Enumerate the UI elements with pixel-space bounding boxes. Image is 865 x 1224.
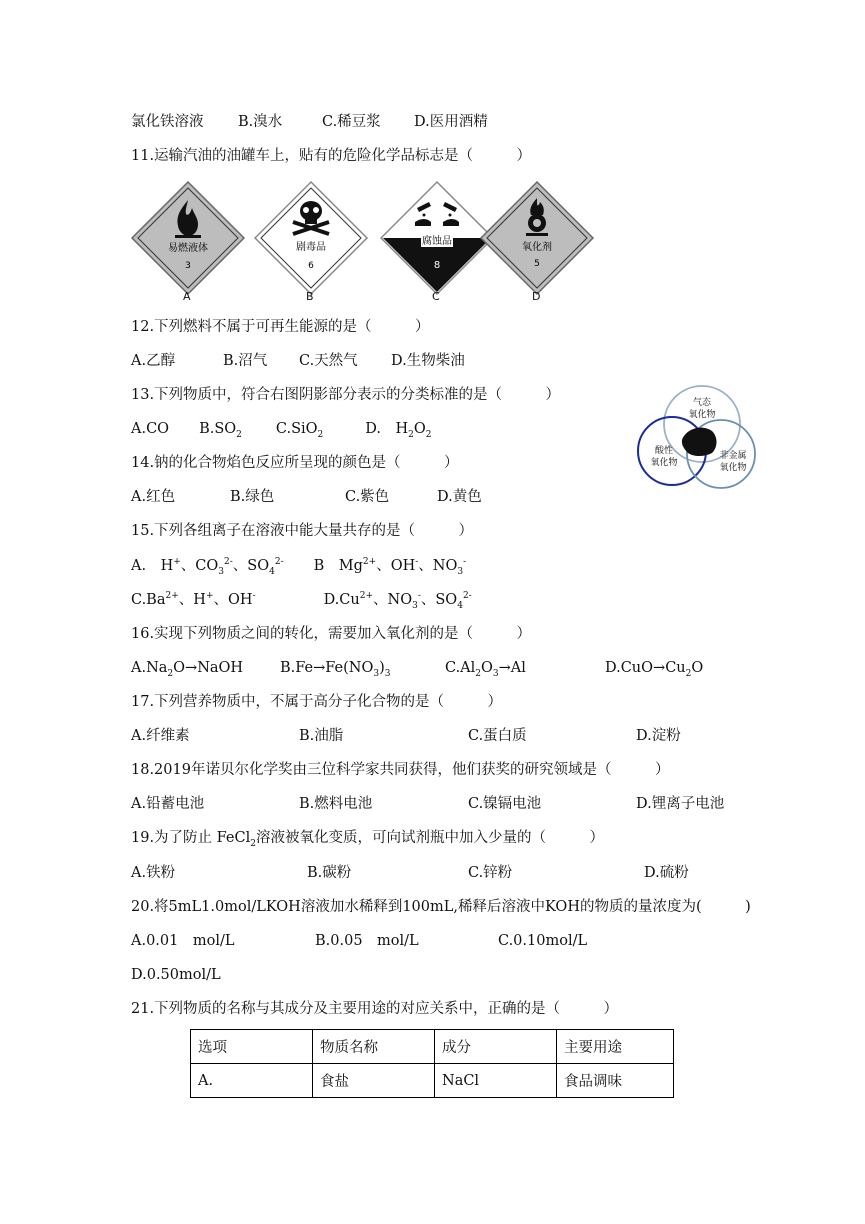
q10-option-a: 氯化铁溶液 <box>131 114 204 130</box>
table-cell: 食品调味 <box>557 1064 674 1098</box>
q11-stem: 11.运输汽油的油罐车上，贴有的危险化学品标志是（ ） <box>131 148 532 164</box>
q20-option-b: B.0.05 mol/L <box>315 933 419 949</box>
q19-option-b: B.碳粉 <box>307 865 352 881</box>
q17-option-c: C.蛋白质 <box>468 728 527 744</box>
table-cell: A. <box>191 1064 313 1098</box>
q19-option-a: A.铁粉 <box>131 865 176 881</box>
q14-option-a: A.红色 <box>131 489 176 505</box>
table-cell: NaCl <box>435 1064 557 1098</box>
q19-stem: 19.为了防止 FeCl$_2$溶液被氧化变质，可向试剂瓶中加入少量的（ ） <box>131 830 604 849</box>
q15-options-row1: A. H+、$CO_3^{2-}$、$SO_4^{2-}$ B $Mg^{2+}$、OH-、$NO_3^-$ <box>131 557 467 577</box>
table-header-cell: 选项 <box>191 1030 313 1064</box>
q10-option-d: D.医用酒精 <box>414 114 488 130</box>
q18-stem: 18.2019年诺贝尔化学奖由三位科学家共同获得，他们获奖的研究领域是（ ） <box>131 762 670 778</box>
q12-option-c: C.天然气 <box>299 353 358 369</box>
q19-option-c: C.锌粉 <box>468 865 513 881</box>
table-header-cell: 主要用途 <box>557 1030 674 1064</box>
svg-text:氧化物: 氧化物 <box>688 410 716 420</box>
svg-text:气态: 气态 <box>692 398 712 408</box>
q18-option-c: C.镍镉电池 <box>468 796 542 812</box>
q16-option-d: $D.CuO\to Cu_2O$ <box>605 660 704 679</box>
sign-c-num: 8 <box>433 260 441 271</box>
svg-text:非金属: 非金属 <box>719 451 747 461</box>
q18-option-a: A.铅蓄电池 <box>131 796 205 812</box>
q20-stem: 20.将5mL1.0mol/LKOH溶液加水稀释到100mL,稀释后溶液中KOH的物质的量浓度为( ) <box>131 899 751 915</box>
table-header-cell: 物质名称 <box>313 1030 435 1064</box>
q12-option-a: A.乙醇 <box>131 353 176 369</box>
table-header-cell: 成分 <box>435 1030 557 1064</box>
svg-text:氧化物: 氧化物 <box>719 463 747 473</box>
sign-toxic <box>251 178 371 298</box>
q17-option-d: D.淀粉 <box>636 728 681 744</box>
sign-b-num: 6 <box>308 261 314 271</box>
q13-options: A.CO $B.SO_2$ C.SiO$_2$ D. $H_2O_2$ <box>131 421 432 440</box>
q10-option-b: B.溴水 <box>238 114 283 130</box>
q18-option-b: B.燃料电池 <box>299 796 373 812</box>
sign-a-letter: A <box>183 290 191 303</box>
q14-option-b: B.绿色 <box>230 489 275 505</box>
q16-stem: 16.实现下列物质之间的转化，需要加入氧化剂的是（ ） <box>131 626 532 642</box>
q20-option-d: D.0.50mol/L <box>131 967 221 983</box>
q20-option-a: A.0.01 mol/L <box>131 933 235 949</box>
sign-flammable-liquid <box>128 178 248 298</box>
venn-shaded-region <box>682 428 717 456</box>
table-cell: 食盐 <box>313 1064 435 1098</box>
q17-option-b: B.油脂 <box>299 728 344 744</box>
sign-a-num: 3 <box>185 261 191 271</box>
q14-stem: 14.钠的化合物焰色反应所呈现的颜色是（ ） <box>131 455 459 471</box>
q16-option-c: $C.Al_2O_3\to Al$ <box>445 660 526 679</box>
q21-table <box>190 1029 674 1098</box>
svg-text:酸性: 酸性 <box>654 446 674 456</box>
table-row <box>191 1064 674 1098</box>
venn-diagram <box>632 381 760 491</box>
q18-option-d: D.锂离子电池 <box>636 796 725 812</box>
q16-option-b: $B.Fe\to Fe(NO_3)_3$ <box>280 660 391 679</box>
q19-option-d: D.硫粉 <box>644 865 689 881</box>
q10-option-c: C.稀豆浆 <box>322 114 381 130</box>
q13-stem: 13.下列物质中，符合右图阴影部分表示的分类标准的是（ ） <box>131 387 561 403</box>
table-header-row <box>191 1030 674 1064</box>
q15-options-row2: $C.Ba^{2+}$、H+、OH- $D.Cu^{2+}$、$NO_3^-$、$SO_4^{2-}$ <box>131 591 472 611</box>
q15-stem: 15.下列各组离子在溶液中能大量共存的是（ ） <box>131 523 474 539</box>
svg-text:氧化物: 氧化物 <box>650 458 678 468</box>
sign-d-text: 氧化剂 <box>522 242 552 253</box>
q12-option-b: B.沼气 <box>223 353 268 369</box>
sign-d-letter: D <box>532 290 541 303</box>
sign-b-text: 剧毒品 <box>296 242 326 253</box>
q12-option-d: D.生物柴油 <box>391 353 465 369</box>
q20-option-c: C.0.10mol/L <box>498 933 588 949</box>
sign-c-text: 腐蚀品 <box>422 236 452 247</box>
sign-a-text: 易燃液体 <box>168 243 208 254</box>
q14-option-d: D.黄色 <box>437 489 482 505</box>
sign-b-letter: B <box>306 290 314 303</box>
sign-oxidizer <box>477 178 597 298</box>
q12-stem: 12.下列燃料不属于可再生能源的是（ ） <box>131 319 430 335</box>
q21-stem: 21.下列物质的名称与其成分及主要用途的对应关系中，正确的是（ ） <box>131 1001 619 1017</box>
sign-d-num: 5 <box>534 259 540 269</box>
q14-option-c: C.紫色 <box>345 489 390 505</box>
q17-stem: 17.下列营养物质中，不属于高分子化合物的是（ ） <box>131 694 503 710</box>
q16-option-a: $A.Na_2O\to NaOH$ <box>131 660 244 679</box>
q17-option-a: A.纤维素 <box>131 728 190 744</box>
sign-c-letter: C <box>432 290 440 303</box>
